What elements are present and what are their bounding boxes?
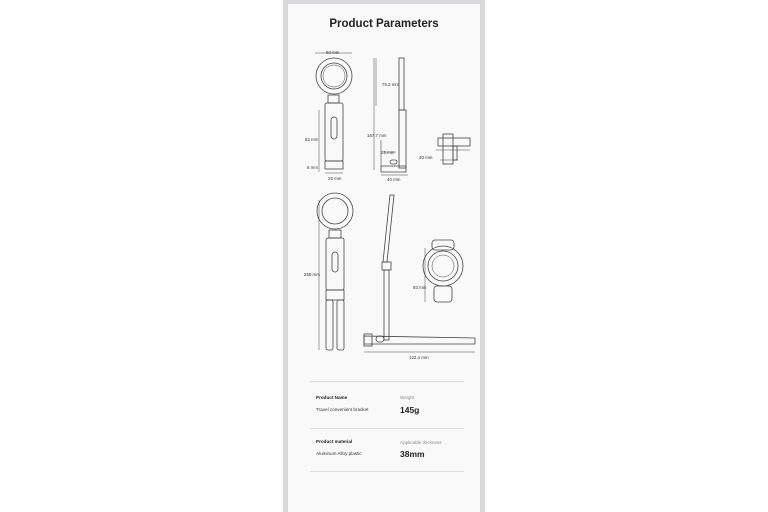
divider	[310, 428, 464, 429]
spec-label-product-name: Product Name	[316, 395, 348, 400]
extended-side-view	[364, 195, 475, 352]
dim-stem-height: 82 mm	[305, 137, 319, 142]
spec-value-material: Aluminum Alloy plastic	[316, 451, 362, 456]
spec-label-material: Product material	[316, 439, 353, 444]
folded-side-view	[374, 58, 408, 175]
dim-base-width-front: 25 mm	[328, 176, 342, 181]
spec-value-product-name: Travel convenient bracket	[316, 407, 369, 412]
extended-front-view	[317, 193, 353, 350]
spec-label-thickness: Applicable thickness	[400, 440, 442, 445]
spec-value-thickness: 38mm	[400, 449, 425, 459]
dim-width-top: 60 mm	[326, 50, 340, 55]
page-title: Product Parameters	[329, 18, 439, 30]
dim-foot-height: 8 mm	[307, 165, 318, 170]
dim-head-height: 93 mm	[413, 285, 427, 290]
head-view	[423, 240, 463, 302]
divider	[310, 471, 464, 472]
top-view	[436, 134, 470, 164]
spec-label-weight: Weight	[400, 395, 415, 400]
folded-front-view	[315, 53, 352, 173]
spec-value-weight: 145g	[400, 405, 420, 415]
dim-top-view-width: 40 mm	[419, 155, 433, 160]
dim-extended-height: 250 mm	[304, 272, 320, 277]
dim-base-width-side: 40 mm	[387, 177, 401, 182]
dim-overall-folded: 167.7 mm	[367, 133, 387, 138]
dim-stand-height: 75.2 mm	[382, 82, 400, 87]
dim-extended-length: 122.4 mm	[409, 355, 429, 360]
dim-hinge-gap: 25 mm	[381, 150, 395, 155]
divider	[310, 381, 464, 382]
technical-drawing	[288, 40, 480, 370]
